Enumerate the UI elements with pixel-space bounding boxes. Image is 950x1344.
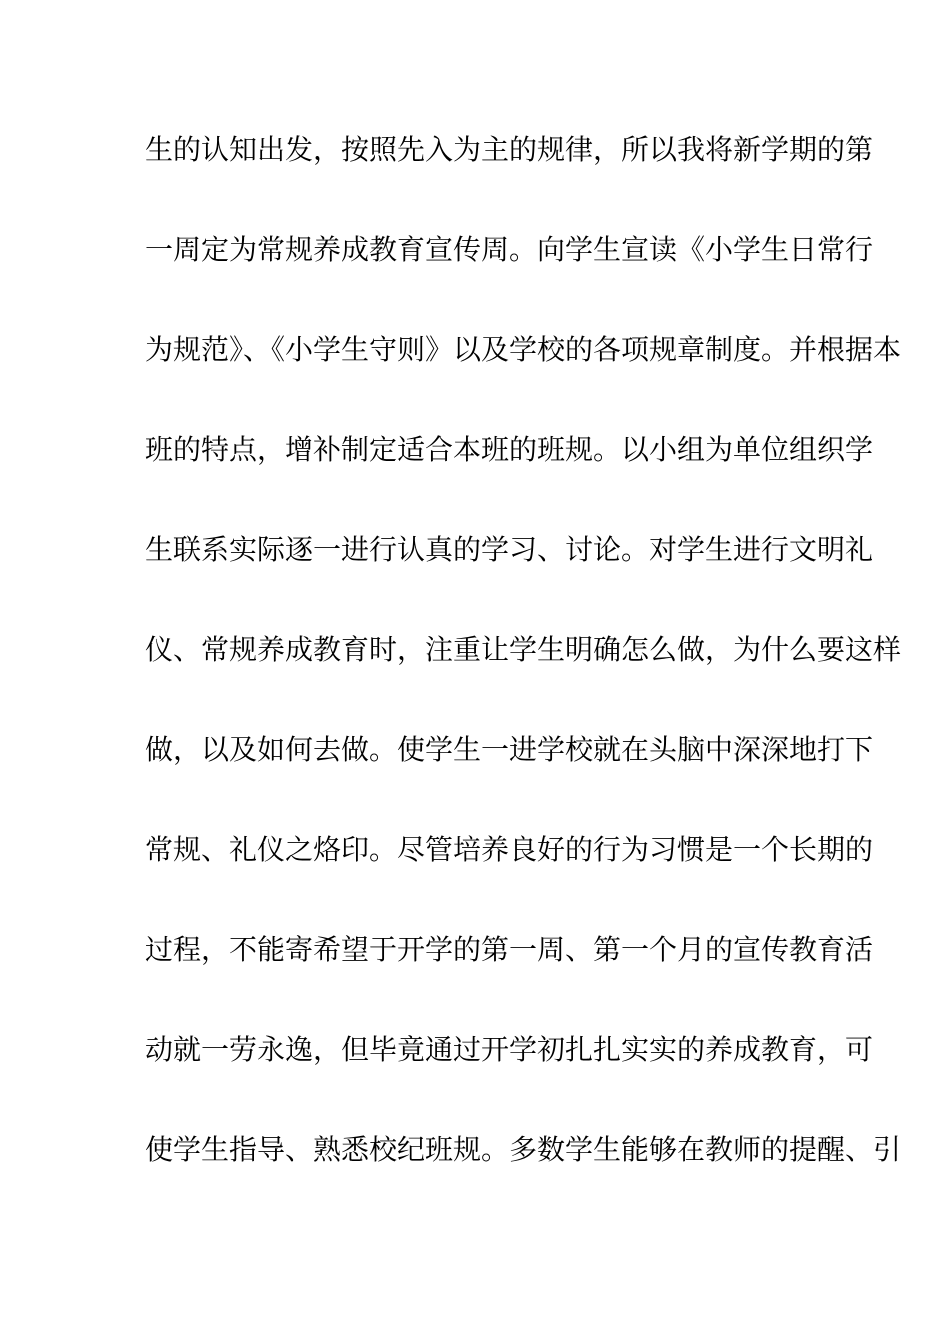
text-line-8: 常规、礼仪之烙印。尽管培养良好的行为习惯是一个长期的 xyxy=(145,833,874,866)
text-line-10: 动就一劳永逸，但毕竟通过开学初扎扎实实的养成教育，可 xyxy=(145,1033,874,1066)
text-line-9: 过程，不能寄希望于开学的第一周、第一个月的宣传教育活 xyxy=(145,933,874,966)
text-line-1: 生的认知出发，按照先入为主的规律，所以我将新学期的第 xyxy=(145,133,874,166)
body-text xyxy=(145,128,902,1228)
text-line-3: 为规范》、《小学生守则》以及学校的各项规章制度。并根据本 xyxy=(145,333,902,366)
text-line-6: 仪、常规养成教育时，注重让学生明确怎么做，为什么要这样 xyxy=(145,633,902,666)
text-line-7: 做，以及如何去做。使学生一进学校就在头脑中深深地打下 xyxy=(145,733,874,766)
text-line-11: 使学生指导、熟悉校纪班规。多数学生能够在教师的提醒、引 xyxy=(145,1133,902,1166)
text-line-5: 生联系实际逐一进行认真的学习、讨论。对学生进行文明礼 xyxy=(145,533,874,566)
text-line-2: 一周定为常规养成教育宣传周。向学生宣读《小学生日常行 xyxy=(145,233,874,266)
text-line-4: 班的特点，增补制定适合本班的班规。以小组为单位组织学 xyxy=(145,433,874,466)
